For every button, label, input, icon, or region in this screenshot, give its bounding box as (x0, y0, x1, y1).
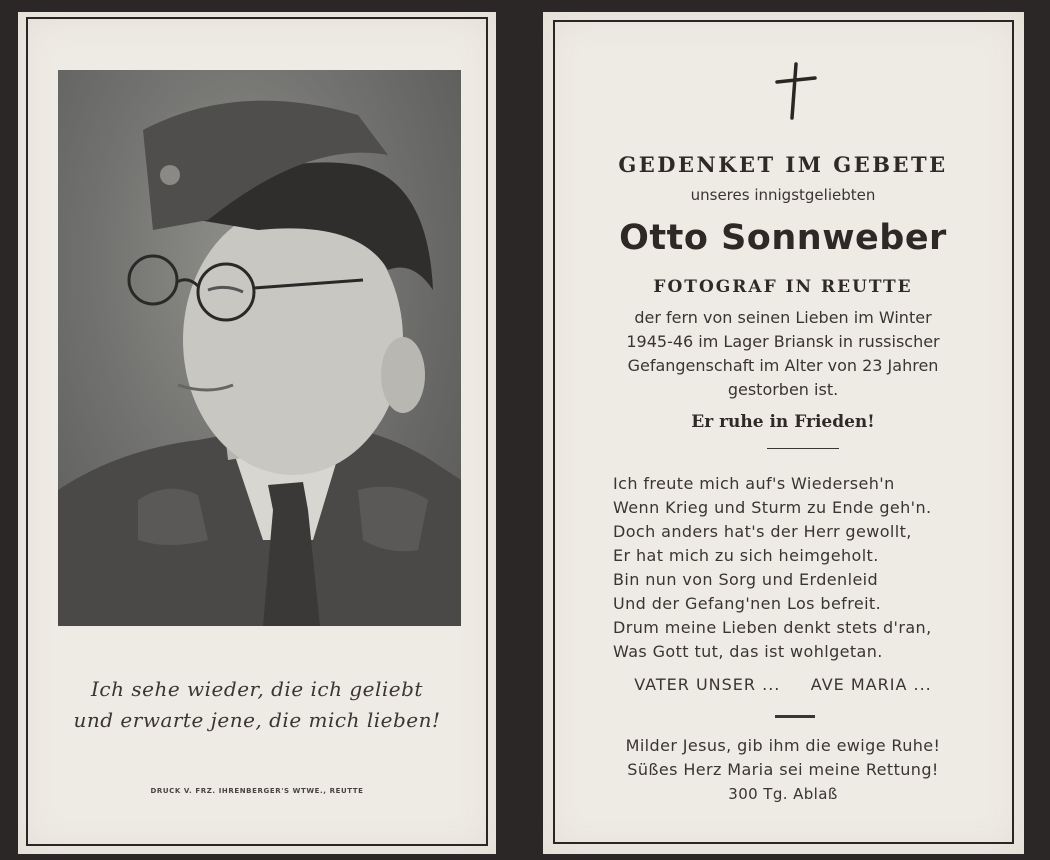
prayers-line: VATER UNSER ... AVE MARIA ... (634, 675, 932, 694)
bio-line: gestorben ist. (727, 380, 839, 399)
bio-line: 1945-46 im Lager Briansk in russischer (626, 332, 940, 351)
poem-line: Bin nun von Sorg und Erdenleid (613, 570, 879, 589)
heading: GEDENKET IM GEBETE (618, 152, 948, 177)
closing-line: Milder Jesus, gib ihm die ewige Ruhe! (625, 736, 941, 755)
poem-line: Was Gott tut, das ist wohlgetan. (613, 642, 883, 661)
divider (775, 715, 815, 718)
deceased-name: Otto Sonnweber (619, 218, 947, 258)
bio-line: der fern von seinen Lieben im Winter (634, 308, 932, 327)
poem-line: Wenn Krieg und Sturm zu Ende geh'n. (613, 498, 932, 517)
bio-line: Gefangenschaft im Alter von 23 Jahren (627, 356, 939, 375)
rest-in-peace: Er ruhe in Frieden! (691, 412, 875, 432)
memorial-card-photo-side (18, 12, 496, 854)
printer-imprint: DRUCK V. FRZ. IHRENBERGER'S WTWE., REUTTE (150, 787, 364, 795)
poem-line: Drum meine Lieben denkt stets d'ran, (613, 618, 932, 637)
verse-line: Ich sehe wieder, die ich geliebt (91, 677, 423, 701)
poem-line: Und der Gefang'nen Los befreit. (613, 594, 882, 613)
closing-line: Süßes Herz Maria sei meine Rettung! (627, 760, 939, 779)
poem-line: Doch anders hat's der Herr gewollt, (613, 522, 912, 541)
poem-line: Ich freute mich auf's Wiederseh'n (613, 474, 895, 493)
portrait-photo (58, 70, 461, 626)
intro-text: unseres innigstgeliebten (690, 186, 876, 204)
cross-icon (769, 60, 819, 120)
card-border (553, 20, 1014, 844)
profession: FOTOGRAF IN REUTTE (653, 277, 913, 297)
indulgence-line: 300 Tg. Ablaß (728, 785, 838, 803)
poem-line: Er hat mich zu sich heimgeholt. (613, 546, 879, 565)
divider (767, 448, 839, 449)
memorial-card-text-side (543, 12, 1024, 854)
verse-line: und erwarte jene, die mich lieben! (73, 708, 441, 732)
